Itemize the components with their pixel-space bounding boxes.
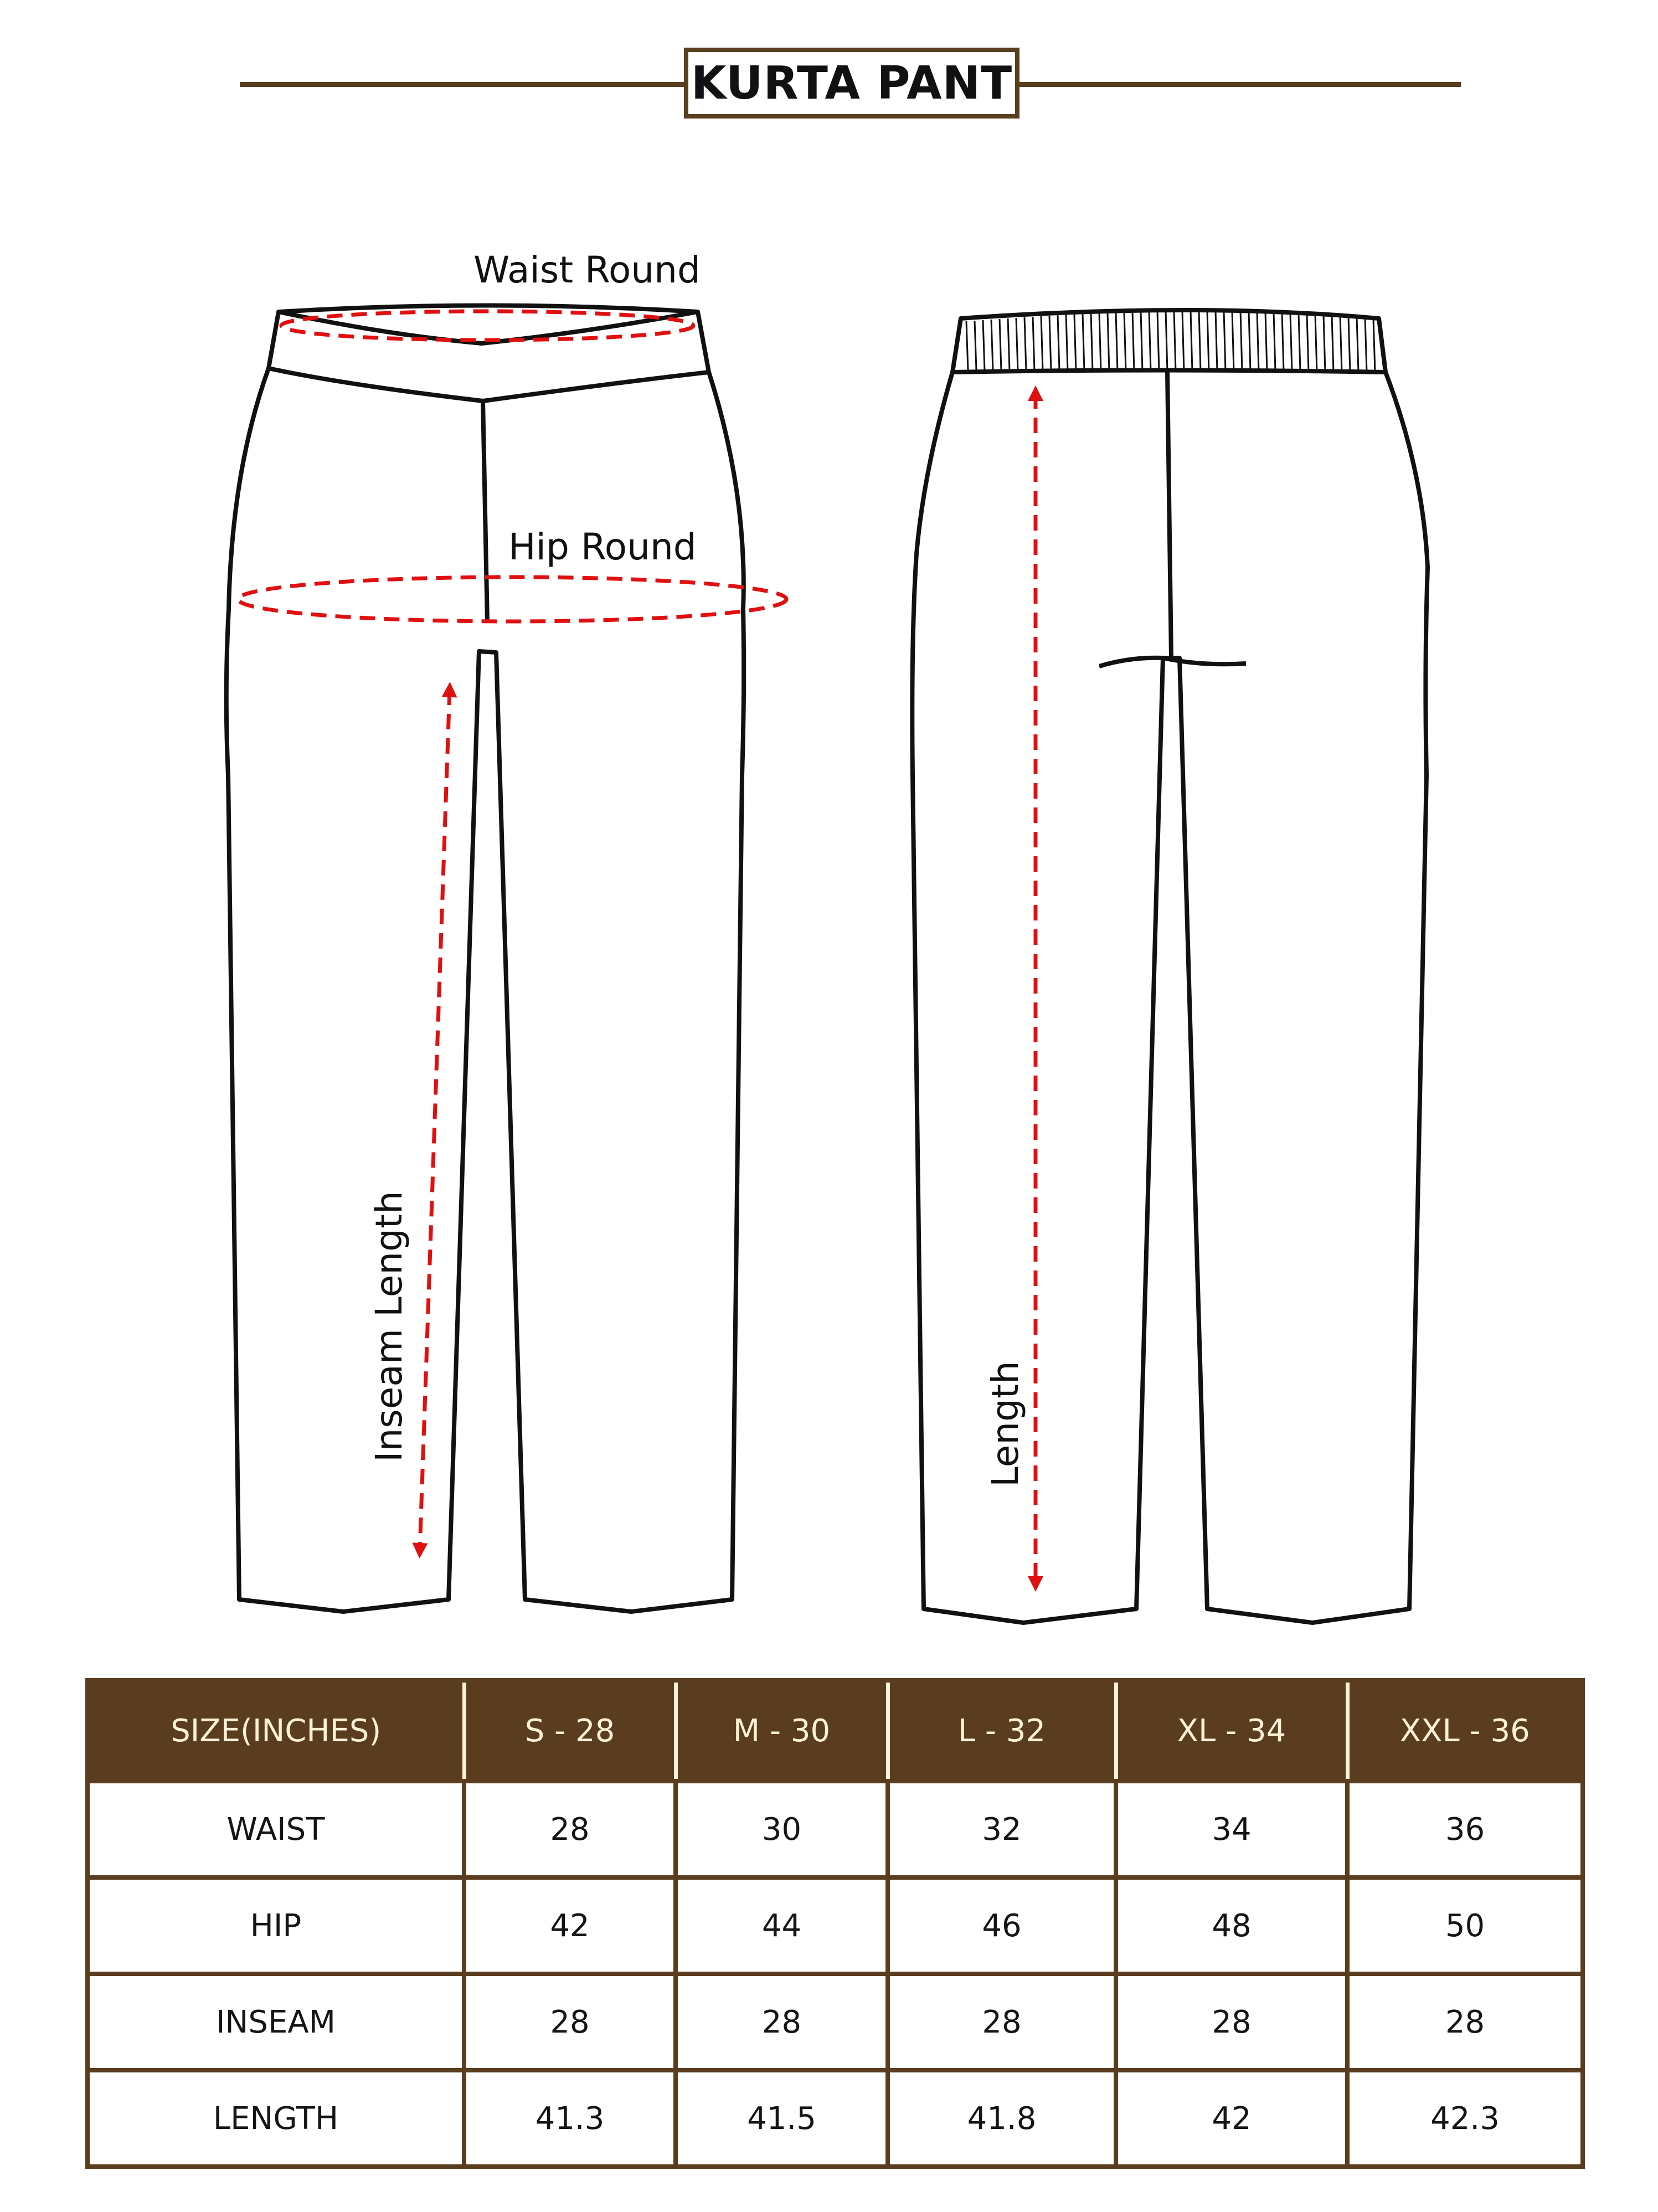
table-row-hip <box>87 1877 1583 1974</box>
row-label: HIP <box>87 1877 464 1974</box>
table-cell: 28 <box>464 1974 676 2070</box>
front-waistband-seam <box>269 368 709 401</box>
table-cell: 41.8 <box>888 2070 1116 2167</box>
table-cell: 42.3 <box>1347 2070 1583 2167</box>
length-label: Length <box>984 1361 1027 1487</box>
table-cell: 28 <box>1116 1974 1347 2070</box>
column-header-xl: XL - 34 <box>1116 1680 1347 1781</box>
table-cell: 50 <box>1347 1877 1583 1974</box>
waist-label: Waist Round <box>473 249 701 291</box>
size-chart-table <box>85 1678 1585 2169</box>
column-header-s: S - 28 <box>464 1680 676 1781</box>
column-header-size: SIZE(INCHES) <box>87 1680 464 1781</box>
table-row-length <box>87 2070 1583 2167</box>
row-label: LENGTH <box>87 2070 464 2167</box>
table-cell: 41.5 <box>676 2070 888 2167</box>
table-cell: 36 <box>1347 1781 1583 1877</box>
inseam-measure-arrow <box>420 690 450 1551</box>
column-header-m: M - 30 <box>676 1680 888 1781</box>
row-label: INSEAM <box>87 1974 464 2070</box>
table-row-waist <box>87 1781 1583 1877</box>
hip-measure-ellipse <box>238 577 786 621</box>
hip-label: Hip Round <box>508 526 697 568</box>
table-cell: 28 <box>464 1781 676 1877</box>
front-center-seam <box>483 401 487 623</box>
table-cell: 28 <box>676 1974 888 2070</box>
column-header-xxl: XXL - 36 <box>1347 1680 1583 1781</box>
table-cell: 30 <box>676 1781 888 1877</box>
table-cell: 32 <box>888 1781 1116 1877</box>
table-row-inseam <box>87 1974 1583 2070</box>
front-pant-illustration <box>226 306 744 1612</box>
row-label: WAIST <box>87 1781 464 1877</box>
table-cell: 28 <box>1347 1974 1583 2070</box>
back-crotch-curve <box>1099 658 1246 666</box>
table-header-row <box>87 1680 1583 1781</box>
table-cell: 44 <box>676 1877 888 1974</box>
table-cell: 46 <box>888 1877 1116 1974</box>
back-elastic-gathers <box>966 311 1375 372</box>
front-measure-lines <box>238 311 786 1551</box>
table-cell: 42 <box>464 1877 676 1974</box>
column-header-l: L - 32 <box>888 1680 1116 1781</box>
inseam-label: Inseam Length <box>368 1191 410 1462</box>
table-cell: 42 <box>1116 2070 1347 2167</box>
table-cell: 41.3 <box>464 2070 676 2167</box>
table-cell: 34 <box>1116 1781 1347 1877</box>
table-cell: 28 <box>888 1974 1116 2070</box>
back-center-seam <box>1167 372 1171 658</box>
table-cell: 48 <box>1116 1877 1347 1974</box>
page-title: KURTA PANT <box>684 48 1019 119</box>
